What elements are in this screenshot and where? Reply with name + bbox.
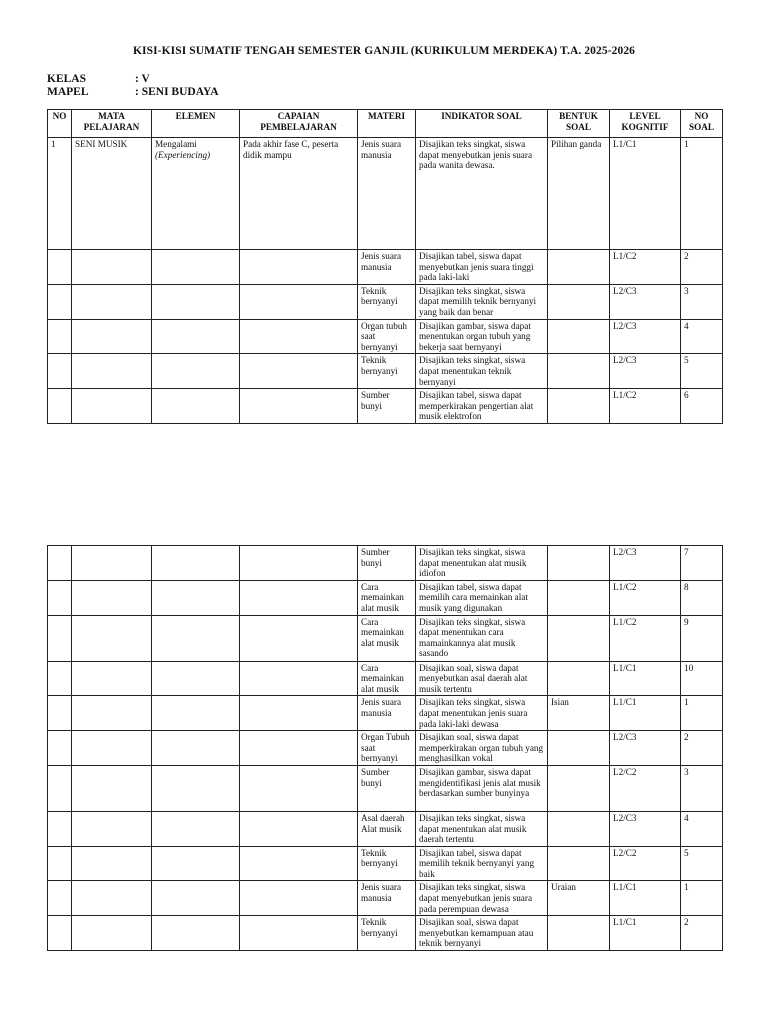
header-capaian: CAPAIAN PEMBELAJARAN [240,110,358,138]
cell-capaian [240,546,358,581]
cell-elemen [152,811,240,846]
cell-capaian [240,354,358,389]
cell-bentuk: Isian [548,696,610,731]
table-row [48,138,723,250]
cell-indikator: Disajikan teks singkat, siswa dapat menentukan cara mamainkannya alat musik sasando [416,615,548,661]
cell-level: L2/C3 [610,354,681,389]
cell-bentuk [548,319,610,354]
cell-bentuk [548,284,610,319]
header-bentuk-soal: BENTUK SOAL [548,110,610,138]
cell-level: L1/C2 [610,389,681,424]
cell-mapel [72,696,152,731]
table-row [48,846,723,881]
cell-bentuk [548,580,610,615]
cell-materi: Jenis suara manusia [358,881,416,916]
cell-no [48,319,72,354]
cell-mapel [72,389,152,424]
cell-capaian: Pada akhir fase C, peserta didik mampu [240,138,358,250]
cell-level: L1/C1 [610,661,681,696]
cell-capaian [240,250,358,285]
cell-materi: Jenis suara manusia [358,138,416,250]
table-row [48,811,723,846]
cell-indikator: Disajikan gambar, siswa dapat mengidentifikasi jenis alat musik berdasarkan sumber bunyinya [416,765,548,811]
cell-capaian [240,765,358,811]
kelas-value: : V [135,73,150,85]
cell-capaian [240,731,358,766]
cell-bentuk [548,731,610,766]
table-row [48,731,723,766]
cell-capaian [240,389,358,424]
cell-level: L1/C2 [610,250,681,285]
cell-level: L1/C1 [610,696,681,731]
cell-materi: Teknik bernyanyi [358,354,416,389]
cell-no-soal: 10 [681,661,723,696]
cell-no-soal: 2 [681,916,723,951]
cell-elemen [152,250,240,285]
cell-indikator: Disajikan teks singkat, siswa dapat menentukan alat musik idiofon [416,546,548,581]
cell-indikator: Disajikan teks singkat, siswa dapat menyebutkan jenis suara pada perempuan dewasa [416,881,548,916]
cell-mapel [72,250,152,285]
cell-capaian [240,580,358,615]
cell-materi: Organ Tubuh saat bernyanyi [358,731,416,766]
cell-no-soal: 2 [681,250,723,285]
cell-materi: Sumber bunyi [358,389,416,424]
cell-materi: Teknik bernyanyi [358,284,416,319]
table-row [48,916,723,951]
cell-materi: Organ tubuh saat bernyanyi [358,319,416,354]
cell-indikator: Disajikan soal, siswa dapat menyebutkan kemampuan atau teknik bernyanyi [416,916,548,951]
cell-materi: Teknik bernyanyi [358,916,416,951]
cell-level: L2/C3 [610,319,681,354]
header-no: NO [48,110,72,138]
cell-level: L2/C3 [610,811,681,846]
table-row [48,354,723,389]
cell-no-soal: 7 [681,546,723,581]
cell-capaian [240,846,358,881]
document-title: KISI-KISI SUMATIF TENGAH SEMESTER GANJIL (KURIKULUM MERDEKA) T.A. 2025-2026 [132,45,636,57]
cell-no [48,765,72,811]
cell-bentuk: Pilihan ganda [548,138,610,250]
cell-level: L1/C2 [610,615,681,661]
table-row [48,580,723,615]
table-row [48,765,723,811]
cell-elemen [152,284,240,319]
header-mata-pelajaran: MATA PELAJARAN [72,110,152,138]
cell-no [48,284,72,319]
cell-mapel [72,319,152,354]
cell-materi: Jenis suara manusia [358,250,416,285]
table-header-row [48,110,723,138]
cell-no-soal: 4 [681,319,723,354]
kelas-label: KELAS [47,73,86,85]
table-row [48,250,723,285]
cell-bentuk: Uraian [548,881,610,916]
header-level-kognitif: LEVEL KOGNITIF [610,110,681,138]
cell-no [48,580,72,615]
cell-bentuk [548,354,610,389]
cell-elemen [152,319,240,354]
cell-materi: Cara memainkan alat musik [358,661,416,696]
elemen-text: Mengalami [155,139,197,149]
kelas-line [47,73,150,85]
cell-indikator: Disajikan tabel, siswa dapat memilih cara memainkan alat musik yang digunakan [416,580,548,615]
cell-mapel [72,811,152,846]
cell-bentuk [548,661,610,696]
cell-indikator: Disajikan soal, siswa dapat memperkirakan organ tubuh yang menghasilkan vokal [416,731,548,766]
cell-no-soal: 8 [681,580,723,615]
cell-elemen [152,696,240,731]
cell-level: L2/C2 [610,846,681,881]
cell-no-soal: 6 [681,389,723,424]
cell-no [48,354,72,389]
table-row [48,319,723,354]
cell-capaian [240,284,358,319]
table-row [48,546,723,581]
cell-materi: Jenis suara manusia [358,696,416,731]
table-row [48,615,723,661]
cell-mapel [72,881,152,916]
cell-capaian [240,319,358,354]
cell-bentuk [548,615,610,661]
cell-mapel [72,284,152,319]
cell-mapel [72,546,152,581]
table-row [48,389,723,424]
cell-indikator: Disajikan teks singkat, siswa dapat memilih teknik bernyanyi yang baik dan benar [416,284,548,319]
cell-no [48,811,72,846]
cell-elemen [152,765,240,811]
cell-elemen [152,881,240,916]
cell-indikator: Disajikan gambar, siswa dapat menentukan organ tubuh yang bekerja saat bernyanyi [416,319,548,354]
cell-elemen [152,731,240,766]
cell-no-soal: 4 [681,811,723,846]
cell-no-soal: 1 [681,138,723,250]
cell-materi: Cara memainkan alat musik [358,615,416,661]
cell-level: L2/C3 [610,731,681,766]
cell-no-soal: 5 [681,354,723,389]
cell-elemen [152,615,240,661]
cell-indikator: Disajikan teks singkat, siswa dapat menentukan teknik bernyanyi [416,354,548,389]
cell-no [48,389,72,424]
kisi-table-page-2 [47,545,723,951]
cell-elemen [152,661,240,696]
kisi-table-page-1 [47,109,723,424]
mapel-value: : SENI BUDAYA [135,86,219,98]
cell-mapel [72,765,152,811]
cell-level: L1/C1 [610,138,681,250]
cell-capaian [240,615,358,661]
cell-materi: Sumber bunyi [358,765,416,811]
cell-no [48,731,72,766]
cell-no [48,615,72,661]
cell-indikator: Disajikan teks singkat, siswa dapat menentukan alat musik daerah tertentu [416,811,548,846]
cell-bentuk [548,546,610,581]
cell-indikator: Disajikan tabel, siswa dapat menyebutkan jenis suara tinggi pada laki-laki [416,250,548,285]
cell-no-soal: 2 [681,731,723,766]
cell-elemen [152,354,240,389]
elemen-sub-text: (Experiencing) [155,149,211,160]
cell-no [48,916,72,951]
cell-materi: Cara memainkan alat musik [358,580,416,615]
cell-bentuk [548,846,610,881]
cell-elemen [152,546,240,581]
cell-indikator: Disajikan tabel, siswa dapat memilih teknik bernyanyi yang baik [416,846,548,881]
cell-capaian [240,881,358,916]
cell-level: L1/C1 [610,916,681,951]
cell-mapel [72,354,152,389]
header-materi: MATERI [358,110,416,138]
cell-capaian [240,696,358,731]
cell-elemen [152,916,240,951]
cell-elemen [152,580,240,615]
cell-no [48,661,72,696]
cell-bentuk [548,389,610,424]
table-row [48,661,723,696]
cell-level: L2/C2 [610,765,681,811]
cell-no-soal: 1 [681,696,723,731]
header-indikator: INDIKATOR SOAL [416,110,548,138]
cell-indikator: Disajikan tabel, siswa dapat memperkirakan pengertian alat musik elektrofon [416,389,548,424]
table-row [48,881,723,916]
cell-indikator: Disajikan teks singkat, siswa dapat menentukan jenis suara pada laki-laki dewasa [416,696,548,731]
cell-materi: Asal daerah Alat musik [358,811,416,846]
cell-mapel [72,916,152,951]
cell-no-soal: 3 [681,765,723,811]
cell-capaian [240,916,358,951]
cell-mapel [72,731,152,766]
cell-level: L1/C1 [610,881,681,916]
cell-capaian [240,661,358,696]
cell-no [48,696,72,731]
header-elemen: ELEMEN [152,110,240,138]
cell-mapel [72,615,152,661]
mapel-label: MAPEL [47,86,89,98]
cell-materi: Sumber bunyi [358,546,416,581]
cell-indikator: Disajikan teks singkat, siswa dapat menyebutkan jenis suara pada wanita dewasa. [416,138,548,250]
cell-level: L2/C3 [610,284,681,319]
cell-bentuk [548,765,610,811]
cell-level: L2/C3 [610,546,681,581]
cell-elemen [152,846,240,881]
cell-materi: Teknik bernyanyi [358,846,416,881]
cell-mapel [72,846,152,881]
cell-no-soal: 1 [681,881,723,916]
cell-bentuk [548,811,610,846]
cell-indikator: Disajikan soal, siswa dapat menyebutkan asal daerah alat musik tertentu [416,661,548,696]
cell-no [48,546,72,581]
cell-bentuk [548,250,610,285]
cell-no: 1 [48,138,72,250]
cell-no-soal: 3 [681,284,723,319]
cell-no [48,250,72,285]
cell-no-soal: 9 [681,615,723,661]
cell-mapel [72,580,152,615]
table-row [48,284,723,319]
cell-mapel [72,661,152,696]
cell-no-soal: 5 [681,846,723,881]
mapel-line [47,86,219,98]
header-no-soal: NO SOAL [681,110,723,138]
cell-no [48,881,72,916]
table-row [48,696,723,731]
cell-bentuk [548,916,610,951]
cell-capaian [240,811,358,846]
cell-no [48,846,72,881]
cell-level: L1/C2 [610,580,681,615]
cell-elemen [152,138,240,250]
cell-elemen [152,389,240,424]
cell-mapel: SENI MUSIK [72,138,152,250]
